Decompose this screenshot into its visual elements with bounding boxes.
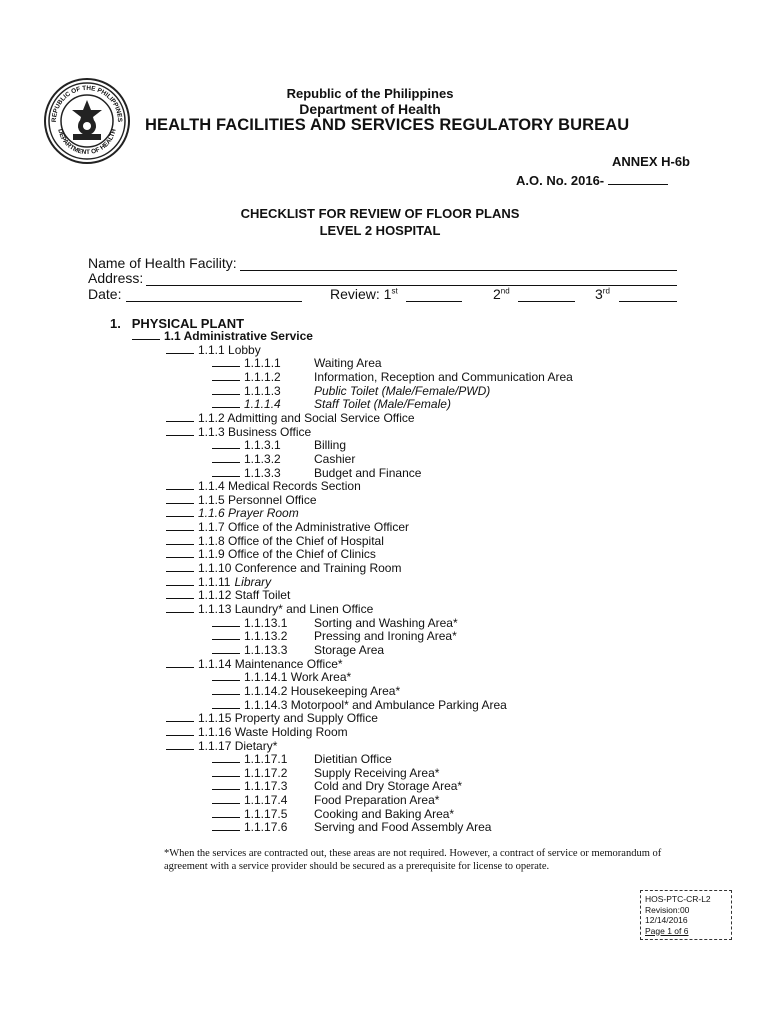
ao-number	[516, 173, 668, 188]
checkbox-blank[interactable]	[212, 698, 240, 709]
checklist-subtitle: LEVEL 2 HOSPITAL	[319, 223, 441, 238]
checkbox-blank[interactable]	[166, 520, 194, 531]
revision-code: HOS-PTC-CR-L2	[645, 894, 711, 904]
item-label: Library	[234, 574, 272, 589]
checklist-row	[166, 411, 415, 425]
item-code: 1.1.17.1	[244, 752, 288, 767]
checklist-row	[212, 670, 351, 684]
item-code: 1.1.3.3	[244, 465, 281, 480]
header-department: Department of Health	[299, 101, 441, 117]
item-code: 1.1.1 Lobby	[198, 342, 261, 357]
checklist-row	[166, 506, 299, 520]
doh-seal	[44, 78, 130, 164]
item-code: 1.1.14 Maintenance Office*	[198, 656, 343, 671]
revision-page: Page 1 of 6	[645, 925, 689, 936]
checklist-row	[166, 343, 261, 357]
item-code: 1.1.1.1	[244, 356, 281, 371]
item-label: Information, Reception and Communication Area	[314, 369, 573, 384]
checkbox-blank[interactable]	[212, 397, 240, 408]
review-3-sup: rd	[602, 286, 610, 296]
review-1-text: Review: 1	[330, 286, 392, 302]
checkbox-blank[interactable]	[166, 725, 194, 736]
review-2nd-blank[interactable]	[518, 301, 575, 302]
item-code: 1.1.16 Waste Holding Room	[198, 724, 348, 739]
checkbox-blank[interactable]	[166, 411, 194, 422]
date-blank[interactable]	[126, 301, 302, 302]
item-code: 1.1.15 Property and Supply Office	[198, 711, 378, 726]
checkbox-blank[interactable]	[166, 602, 194, 613]
item-code: 1.1.4 Medical Records Section	[198, 479, 361, 494]
checkbox-blank[interactable]	[166, 506, 194, 517]
checkbox-blank[interactable]	[212, 684, 240, 695]
review-2-text: 2	[493, 286, 501, 302]
item-label: Serving and Food Assembly Area	[314, 820, 492, 835]
item-code: 1.1.12 Staff Toilet	[198, 588, 291, 603]
annex-label: ANNEX H-6b	[611, 154, 690, 169]
item-code: 1.1.1.3	[244, 383, 281, 398]
item-label: Public Toilet (Male/Female/PWD)	[314, 383, 491, 398]
revision-date: 12/14/2016	[645, 915, 688, 925]
checklist-row	[166, 425, 311, 439]
checkbox-blank[interactable]	[166, 534, 194, 545]
item-code: 1.1.8 Office of the Chief of Hospital	[198, 533, 384, 548]
checkbox-blank[interactable]	[166, 588, 194, 599]
section-number: 1.	[110, 316, 121, 331]
checkbox-blank[interactable]	[166, 575, 194, 586]
checklist-row	[166, 561, 401, 575]
checkbox-blank[interactable]	[212, 643, 240, 654]
item-code: 1.1.3 Business Office	[198, 424, 312, 439]
item-code: 1.1 Administrative Service	[164, 329, 313, 343]
checkbox-blank[interactable]	[166, 425, 194, 436]
item-code: 1.1.17.4	[244, 793, 288, 808]
checklist-row	[212, 369, 573, 384]
item-code: 1.1.10 Conference and Training Room	[198, 561, 402, 576]
review-3rd-label	[595, 286, 610, 302]
checkbox-blank[interactable]	[212, 356, 240, 367]
review-1-sup: st	[391, 286, 398, 296]
item-label: Cooking and Baking Area*	[314, 806, 455, 821]
item-code: 1.1.7 Office of the Administrative Officer	[198, 520, 409, 535]
checkbox-blank[interactable]	[166, 739, 194, 750]
review-2-sup: nd	[500, 286, 510, 296]
checklist-row	[212, 629, 457, 644]
revision-box	[640, 890, 732, 940]
item-code: 1.1.11	[198, 574, 231, 589]
item-code: 1.1.1.2	[244, 369, 281, 384]
checkbox-blank[interactable]	[166, 561, 194, 572]
checkbox-blank[interactable]	[166, 343, 194, 354]
checklist-row	[166, 711, 378, 725]
checklist-row	[212, 383, 491, 398]
item-label: Food Preparation Area*	[314, 793, 440, 808]
footnote: *When the services are contracted out, these areas are not required. However, a contract of service or memorandum of agreement with a service provider should be secured as a prerequisite for license to operate.	[164, 848, 662, 872]
checkbox-blank[interactable]	[212, 438, 240, 449]
checkbox-blank[interactable]	[212, 670, 240, 681]
checklist-row	[212, 438, 347, 453]
item-code: 1.1.5 Personnel Office	[198, 492, 317, 507]
checklist-row	[166, 657, 343, 671]
header-bureau: HEALTH FACILITIES AND SERVICES REGULATORY BUREAU	[145, 116, 630, 134]
item-code: 1.1.17.2	[244, 765, 288, 780]
ao-blank[interactable]	[608, 174, 668, 185]
item-code: 1.1.2 Admitting and Social Service Office	[198, 410, 415, 425]
item-label: Cashier	[314, 451, 356, 466]
checklist-row	[212, 765, 440, 780]
section-title: PHYSICAL PLANT	[131, 316, 245, 331]
header-republic: Republic of the Philippines	[286, 86, 454, 101]
item-code: 1.1.17.3	[244, 779, 288, 794]
checklist-row	[212, 615, 458, 630]
checklist-row	[166, 479, 361, 493]
review-1st-blank[interactable]	[406, 301, 462, 302]
item-code: 1.1.17 Dietary*	[198, 738, 278, 753]
checklist-row	[166, 739, 277, 753]
item-code: 1.1.14.3 Motorpool* and Ambulance Parking Area	[244, 697, 507, 712]
checkbox-blank[interactable]	[166, 547, 194, 558]
checklist-row	[212, 820, 492, 835]
checklist-row	[166, 602, 373, 616]
checklist-row	[212, 793, 440, 808]
checkbox-blank[interactable]	[212, 384, 240, 395]
item-label: Budget and Finance	[314, 465, 422, 480]
checklist-row	[166, 575, 271, 589]
checklist-row	[166, 547, 376, 561]
review-3-text: 3	[595, 286, 603, 302]
checkbox-blank[interactable]	[212, 779, 240, 790]
checkbox-blank[interactable]	[212, 820, 240, 831]
item-label: Pressing and Ironing Area*	[314, 629, 457, 644]
revision-number: Revision:00	[645, 904, 690, 915]
checklist-row	[166, 725, 348, 739]
item-code: 1.1.13.1	[244, 615, 288, 630]
checklist-row	[212, 397, 451, 412]
checklist-row	[132, 329, 313, 343]
checklist-row	[212, 806, 455, 821]
item-label: Cold and Dry Storage Area*	[314, 779, 463, 794]
checkbox-blank[interactable]	[166, 479, 194, 490]
item-label: Staff Toilet (Male/Female)	[314, 397, 451, 412]
checkbox-blank[interactable]	[212, 752, 240, 763]
facility-name-label: Name of Health Facility:	[88, 255, 237, 271]
checklist-row	[166, 534, 384, 548]
date-label: Date:	[88, 286, 122, 302]
checkbox-blank[interactable]	[212, 452, 240, 463]
checklist-row	[212, 698, 507, 712]
checkbox-blank[interactable]	[212, 793, 240, 804]
item-code: 1.1.3.2	[244, 451, 281, 466]
seal-emblem-icon	[46, 80, 128, 162]
item-code: 1.1.13 Laundry* and Linen Office	[198, 602, 374, 616]
item-label: Storage Area	[314, 642, 385, 657]
item-label: Billing	[314, 438, 347, 453]
checkbox-blank[interactable]	[212, 766, 240, 777]
item-label: Supply Receiving Area*	[314, 765, 440, 780]
seal-bottom-text: DEPARTMENT OF HEALTH	[56, 128, 118, 157]
checkbox-blank[interactable]	[212, 616, 240, 627]
item-code: 1.1.13.3	[244, 642, 288, 657]
checkbox-blank[interactable]	[212, 629, 240, 640]
checkbox-blank[interactable]	[166, 657, 194, 668]
checkbox-blank[interactable]	[166, 493, 194, 504]
seal-top-text: REPUBLIC OF THE PHILIPPINES	[50, 84, 124, 123]
item-code: 1.1.13.2	[244, 629, 288, 644]
checklist-row	[212, 356, 382, 371]
checklist-row	[166, 588, 290, 602]
item-code: 1.1.14.1 Work Area*	[244, 670, 352, 685]
item-label: Waiting Area	[314, 356, 382, 371]
address-label: Address:	[88, 270, 144, 286]
item-code: 1.1.3.1	[244, 438, 281, 453]
ao-label: A.O. No. 2016-	[516, 173, 605, 188]
item-code: 1.1.6 Prayer Room	[198, 506, 299, 521]
item-code: 1.1.1.4	[244, 397, 281, 412]
item-label: Dietitian Office	[314, 752, 392, 767]
checkbox-blank[interactable]	[132, 329, 160, 340]
checklist-row	[212, 451, 356, 466]
checkbox-blank[interactable]	[166, 711, 194, 722]
checklist-row	[212, 642, 385, 657]
checklist-title: CHECKLIST FOR REVIEW OF FLOOR PLANS	[240, 206, 520, 221]
checklist-row	[166, 520, 409, 534]
checklist-row	[212, 779, 463, 794]
item-label: Sorting and Washing Area*	[314, 615, 458, 630]
checklist-row	[212, 752, 392, 767]
item-code: 1.1.14.2 Housekeeping Area*	[244, 683, 401, 698]
checkbox-blank[interactable]	[212, 370, 240, 381]
checkbox-blank[interactable]	[212, 466, 240, 477]
checklist-row	[212, 684, 400, 698]
review-3rd-blank[interactable]	[619, 301, 677, 302]
item-code: 1.1.17.5	[244, 806, 288, 821]
checklist-row	[212, 465, 422, 480]
review-2nd-label	[493, 286, 510, 302]
item-code: 1.1.17.6	[244, 820, 288, 835]
checkbox-blank[interactable]	[212, 807, 240, 818]
facility-name-blank[interactable]	[240, 270, 677, 271]
review-1st-label	[330, 286, 398, 302]
checklist-row	[166, 493, 317, 507]
item-code: 1.1.9 Office of the Chief of Clinics	[198, 547, 376, 562]
